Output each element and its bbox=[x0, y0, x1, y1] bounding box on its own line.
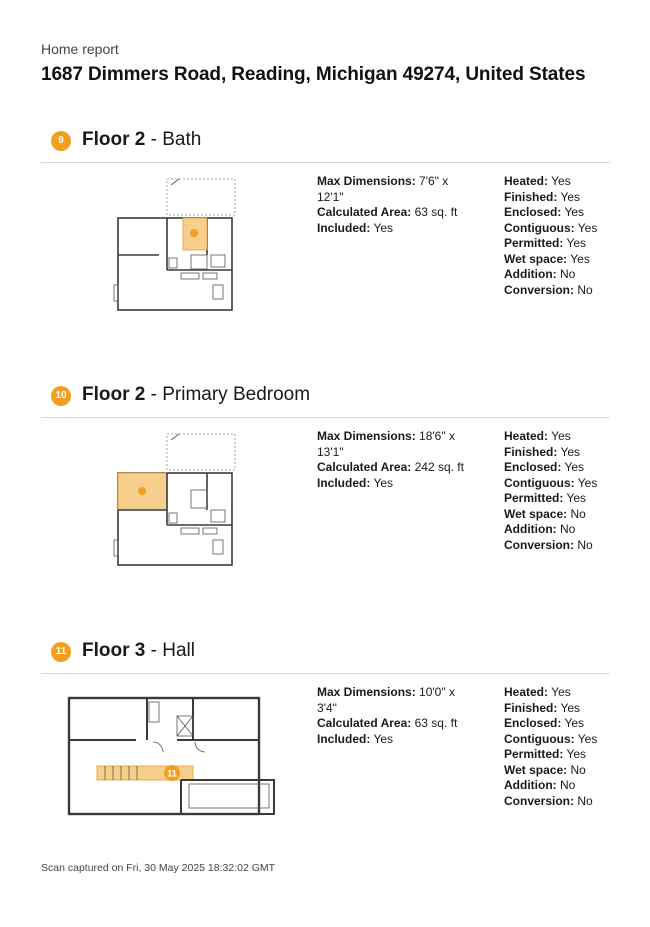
attribute-label: Heated: bbox=[504, 429, 549, 443]
detail-label: Max Dimensions: bbox=[317, 174, 416, 188]
attribute-row bbox=[504, 507, 614, 523]
detail-row bbox=[317, 174, 477, 205]
attribute-value: No bbox=[577, 537, 593, 552]
dimensions-list bbox=[317, 174, 477, 236]
attributes-list bbox=[504, 174, 614, 298]
attribute-label: Wet space: bbox=[504, 762, 568, 777]
room-section-primary-bedroom bbox=[41, 385, 610, 635]
attribute-row bbox=[504, 476, 614, 492]
attribute-label: Permitted: bbox=[504, 236, 564, 250]
attribute-label: Contiguous: bbox=[504, 731, 575, 746]
detail-value: 7'6" x 12'1" bbox=[317, 174, 449, 204]
detail-row bbox=[317, 221, 477, 237]
floor-plan-thumbnail bbox=[41, 686, 311, 836]
detail-value: 10'0" x 3'4" bbox=[317, 685, 455, 715]
section-header bbox=[41, 641, 610, 674]
detail-value: 63 sq. ft bbox=[414, 716, 458, 730]
title-separator: - bbox=[145, 640, 163, 661]
dimensions-list bbox=[317, 429, 477, 491]
attribute-value: Yes bbox=[577, 731, 598, 746]
attribute-label: Addition: bbox=[504, 778, 557, 792]
detail-label: Included: bbox=[317, 220, 371, 235]
attribute-row bbox=[504, 747, 614, 763]
attribute-label: Wet space: bbox=[504, 251, 568, 266]
detail-row bbox=[317, 460, 477, 476]
room-section-bath bbox=[41, 130, 610, 380]
attribute-value: Yes bbox=[560, 189, 581, 204]
attribute-value: No bbox=[577, 793, 593, 808]
attribute-label: Conversion: bbox=[504, 282, 575, 297]
page-title: 1687 Dimmers Road, Reading, Michigan 49274, United States bbox=[41, 64, 586, 85]
attribute-value: No bbox=[560, 522, 576, 536]
detail-row bbox=[317, 716, 477, 732]
attribute-label: Addition: bbox=[504, 522, 557, 536]
attribute-row bbox=[504, 538, 614, 554]
attribute-row bbox=[504, 221, 614, 237]
detail-row bbox=[317, 685, 477, 716]
detail-label: Max Dimensions: bbox=[317, 429, 416, 443]
attribute-row bbox=[504, 460, 614, 476]
detail-row bbox=[317, 476, 477, 492]
attribute-value: Yes bbox=[566, 747, 587, 761]
attribute-value: No bbox=[570, 506, 586, 521]
detail-row bbox=[317, 429, 477, 460]
attribute-row bbox=[504, 716, 614, 732]
attribute-value: Yes bbox=[577, 475, 598, 490]
attribute-value: Yes bbox=[564, 460, 585, 474]
detail-label: Included: bbox=[317, 731, 371, 746]
floor-label: Floor 2 bbox=[82, 129, 146, 150]
detail-label: Included: bbox=[317, 475, 371, 490]
detail-value: 242 sq. ft bbox=[414, 460, 464, 474]
attribute-row bbox=[504, 778, 614, 794]
attribute-value: No bbox=[560, 778, 576, 792]
attribute-value: Yes bbox=[551, 429, 571, 443]
room-name: Hall bbox=[162, 640, 195, 661]
scan-timestamp: Scan captured on Fri, 30 May 2025 18:32:02 GMT bbox=[41, 862, 276, 874]
detail-value: 63 sq. ft bbox=[414, 205, 458, 219]
detail-label: Max Dimensions: bbox=[317, 685, 416, 699]
attribute-value: Yes bbox=[560, 700, 581, 715]
attribute-label: Enclosed: bbox=[504, 205, 562, 219]
attribute-row bbox=[504, 174, 614, 190]
attribute-row bbox=[504, 190, 614, 206]
room-section-hall bbox=[41, 641, 610, 891]
attribute-row bbox=[504, 701, 614, 717]
attributes-list bbox=[504, 685, 614, 809]
floor-label: Floor 3 bbox=[82, 640, 146, 661]
attribute-label: Wet space: bbox=[504, 506, 568, 521]
detail-value: Yes bbox=[373, 731, 394, 746]
title-separator: - bbox=[145, 129, 163, 150]
svg-text:11: 11 bbox=[167, 768, 177, 779]
attribute-value: Yes bbox=[566, 491, 587, 505]
attribute-label: Conversion: bbox=[504, 537, 575, 552]
attribute-value: Yes bbox=[564, 205, 585, 219]
attribute-row bbox=[504, 205, 614, 221]
attribute-label: Enclosed: bbox=[504, 460, 562, 474]
section-header bbox=[41, 130, 610, 163]
report-label: Home report bbox=[41, 41, 119, 57]
section-title bbox=[82, 384, 310, 406]
detail-label: Calculated Area: bbox=[317, 460, 412, 474]
section-title bbox=[82, 640, 195, 662]
room-name: Bath bbox=[162, 129, 202, 150]
attribute-row bbox=[504, 794, 614, 810]
floor-label: Floor 2 bbox=[82, 384, 146, 405]
attribute-label: Enclosed: bbox=[504, 716, 562, 730]
attribute-value: No bbox=[570, 762, 586, 777]
attribute-row bbox=[504, 732, 614, 748]
room-name: Primary Bedroom bbox=[162, 384, 311, 405]
attribute-label: Conversion: bbox=[504, 793, 575, 808]
attribute-value: No bbox=[560, 267, 576, 281]
attribute-value: Yes bbox=[564, 716, 585, 730]
attribute-row bbox=[504, 491, 614, 507]
attribute-value: Yes bbox=[566, 236, 587, 250]
attribute-label: Permitted: bbox=[504, 747, 564, 761]
attribute-row bbox=[504, 252, 614, 268]
room-number-badge: 10 bbox=[51, 386, 71, 406]
attribute-value: Yes bbox=[577, 220, 598, 235]
section-header bbox=[41, 385, 610, 418]
attribute-label: Finished: bbox=[504, 189, 558, 204]
room-number-badge: 9 bbox=[51, 131, 71, 151]
attribute-value: Yes bbox=[570, 251, 590, 266]
attribute-row bbox=[504, 267, 614, 283]
attribute-value: Yes bbox=[560, 444, 581, 459]
detail-value: Yes bbox=[373, 475, 394, 490]
attribute-label: Contiguous: bbox=[504, 475, 575, 490]
attribute-value: Yes bbox=[551, 174, 571, 188]
attribute-label: Finished: bbox=[504, 444, 558, 459]
attribute-label: Contiguous: bbox=[504, 220, 575, 235]
dimensions-list bbox=[317, 685, 477, 747]
attribute-label: Heated: bbox=[504, 685, 549, 699]
attribute-label: Permitted: bbox=[504, 491, 564, 505]
attributes-list bbox=[504, 429, 614, 553]
attribute-value: No bbox=[577, 282, 593, 297]
detail-value: 18'6" x 13'1" bbox=[317, 429, 455, 459]
attribute-row bbox=[504, 445, 614, 461]
attribute-row bbox=[504, 522, 614, 538]
attribute-value: Yes bbox=[551, 685, 571, 699]
floor-plan-thumbnail bbox=[41, 175, 311, 325]
detail-value: Yes bbox=[373, 220, 394, 235]
attribute-row bbox=[504, 685, 614, 701]
attribute-label: Heated: bbox=[504, 174, 549, 188]
floor-plan-thumbnail bbox=[41, 430, 311, 580]
attribute-row bbox=[504, 236, 614, 252]
detail-label: Calculated Area: bbox=[317, 716, 412, 730]
attribute-row bbox=[504, 763, 614, 779]
detail-row bbox=[317, 205, 477, 221]
attribute-row bbox=[504, 283, 614, 299]
attribute-label: Addition: bbox=[504, 267, 557, 281]
attribute-label: Finished: bbox=[504, 700, 558, 715]
section-title bbox=[82, 129, 201, 151]
title-separator: - bbox=[145, 384, 163, 405]
detail-label: Calculated Area: bbox=[317, 205, 412, 219]
detail-row bbox=[317, 732, 477, 748]
attribute-row bbox=[504, 429, 614, 445]
room-number-badge: 11 bbox=[51, 642, 71, 662]
